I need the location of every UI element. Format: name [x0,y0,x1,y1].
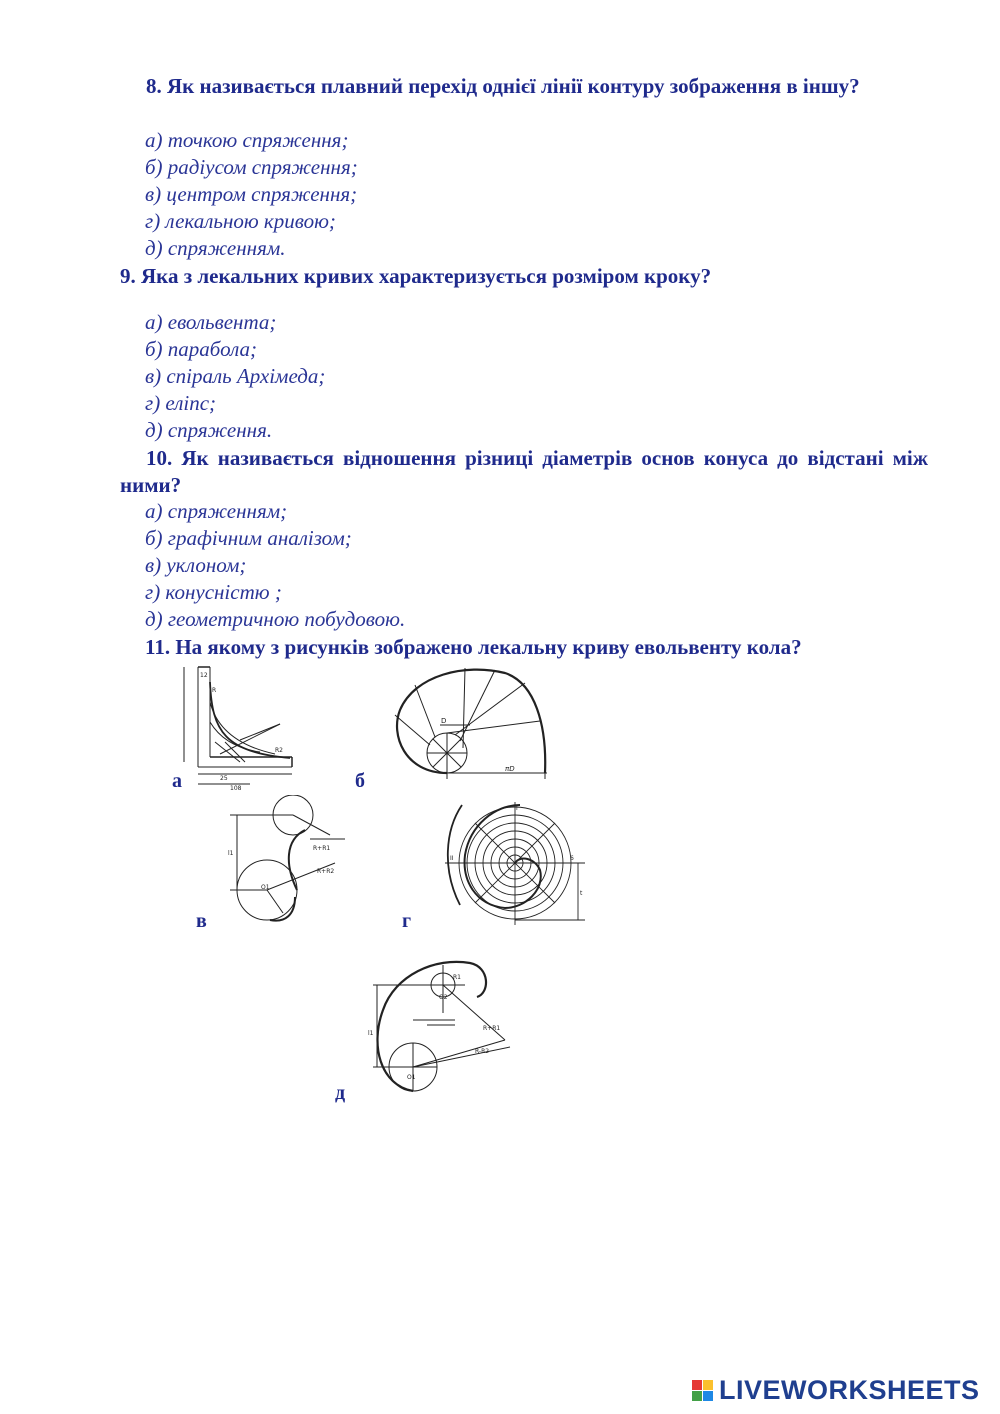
q8-option-a[interactable]: а) точкою спряження; [145,128,349,152]
q8-option-v[interactable]: в) центром спряження; [145,182,358,206]
svg-text:108: 108 [230,785,242,792]
q8-option-b[interactable]: б) радіусом спряження; [145,155,358,179]
question-11-text: 11. На якому з рисунків зображено лекальну криву евольвенту кола? [145,635,802,659]
q10-option-v[interactable]: в) уклоном; [145,553,247,577]
svg-text:O1: O1 [261,884,270,891]
q8-option-g[interactable]: г) лекальною кривою; [145,209,336,233]
question-10-text: 10. Як називається відношення різниці діаметрів основ конуса до відстані між ними? [120,446,928,497]
svg-text:R+R1: R+R1 [313,845,331,852]
q10-option-b[interactable]: б) графічним аналізом; [145,526,352,550]
question-9-text: 9. Яка з лекальних кривих характеризується розміром кроку? [120,264,712,288]
svg-text:25: 25 [220,775,228,782]
svg-text:l1: l1 [228,850,234,857]
q10-option-d[interactable]: д) геометричною побудовою. [145,607,406,631]
svg-text:R: R [212,687,217,694]
figure-b-drawing[interactable] [385,665,555,780]
logo-square-green [692,1391,702,1401]
q10-option-a[interactable]: а) спряженням; [145,499,288,523]
svg-text:R1: R1 [453,974,461,981]
svg-text:l1: l1 [368,1030,374,1037]
liveworksheets-logo[interactable] [692,1375,980,1405]
logo-square-red [692,1380,702,1390]
q9-option-a[interactable]: а) евольвента; [145,310,277,334]
q8-option-d[interactable]: д) спряженням. [145,236,286,260]
figure-b-label: б [355,770,365,792]
logo-square-yellow [703,1380,713,1390]
figure-a-drawing[interactable] [180,662,305,792]
liveworksheets-logo-text: LIVEWORKSHEETS [719,1374,980,1405]
svg-text:I: I [516,805,518,812]
liveworksheets-logo-icon [692,1380,713,1401]
svg-text:II: II [450,855,454,862]
svg-text:O1: O1 [407,1074,416,1081]
svg-text:R2: R2 [275,747,283,754]
figure-d-drawing[interactable] [365,955,525,1095]
svg-text:R-R2: R-R2 [475,1048,490,1055]
svg-text:O2: O2 [439,994,448,1001]
svg-text:6: 6 [570,855,574,862]
figure-g-drawing[interactable] [440,800,590,930]
question-8-text: 8. Як називається плавний перехід однієї лінії контуру зображення в іншу? [146,74,860,98]
svg-text:R+R2: R+R2 [317,868,335,875]
svg-text:R+R1: R+R1 [483,1025,501,1032]
q9-option-v[interactable]: в) спіраль Архімеда; [145,364,326,388]
figure-v-drawing[interactable] [225,795,355,925]
svg-text:t: t [580,890,583,897]
figure-d-label: д [335,1082,346,1104]
svg-text:D: D [441,717,447,725]
q9-option-b[interactable]: б) парабола; [145,337,257,361]
figure-b-dimension: πD [505,765,515,773]
q10-option-g[interactable]: г) конусністю ; [145,580,282,604]
q9-option-g[interactable]: г) еліпс; [145,391,217,415]
q9-option-d[interactable]: д) спряження. [145,418,273,442]
figure-g-label: г [402,910,412,932]
logo-square-blue [703,1391,713,1401]
svg-text:12: 12 [200,672,208,679]
figure-a-label: а [172,770,182,792]
figure-v-label: в [196,910,207,932]
